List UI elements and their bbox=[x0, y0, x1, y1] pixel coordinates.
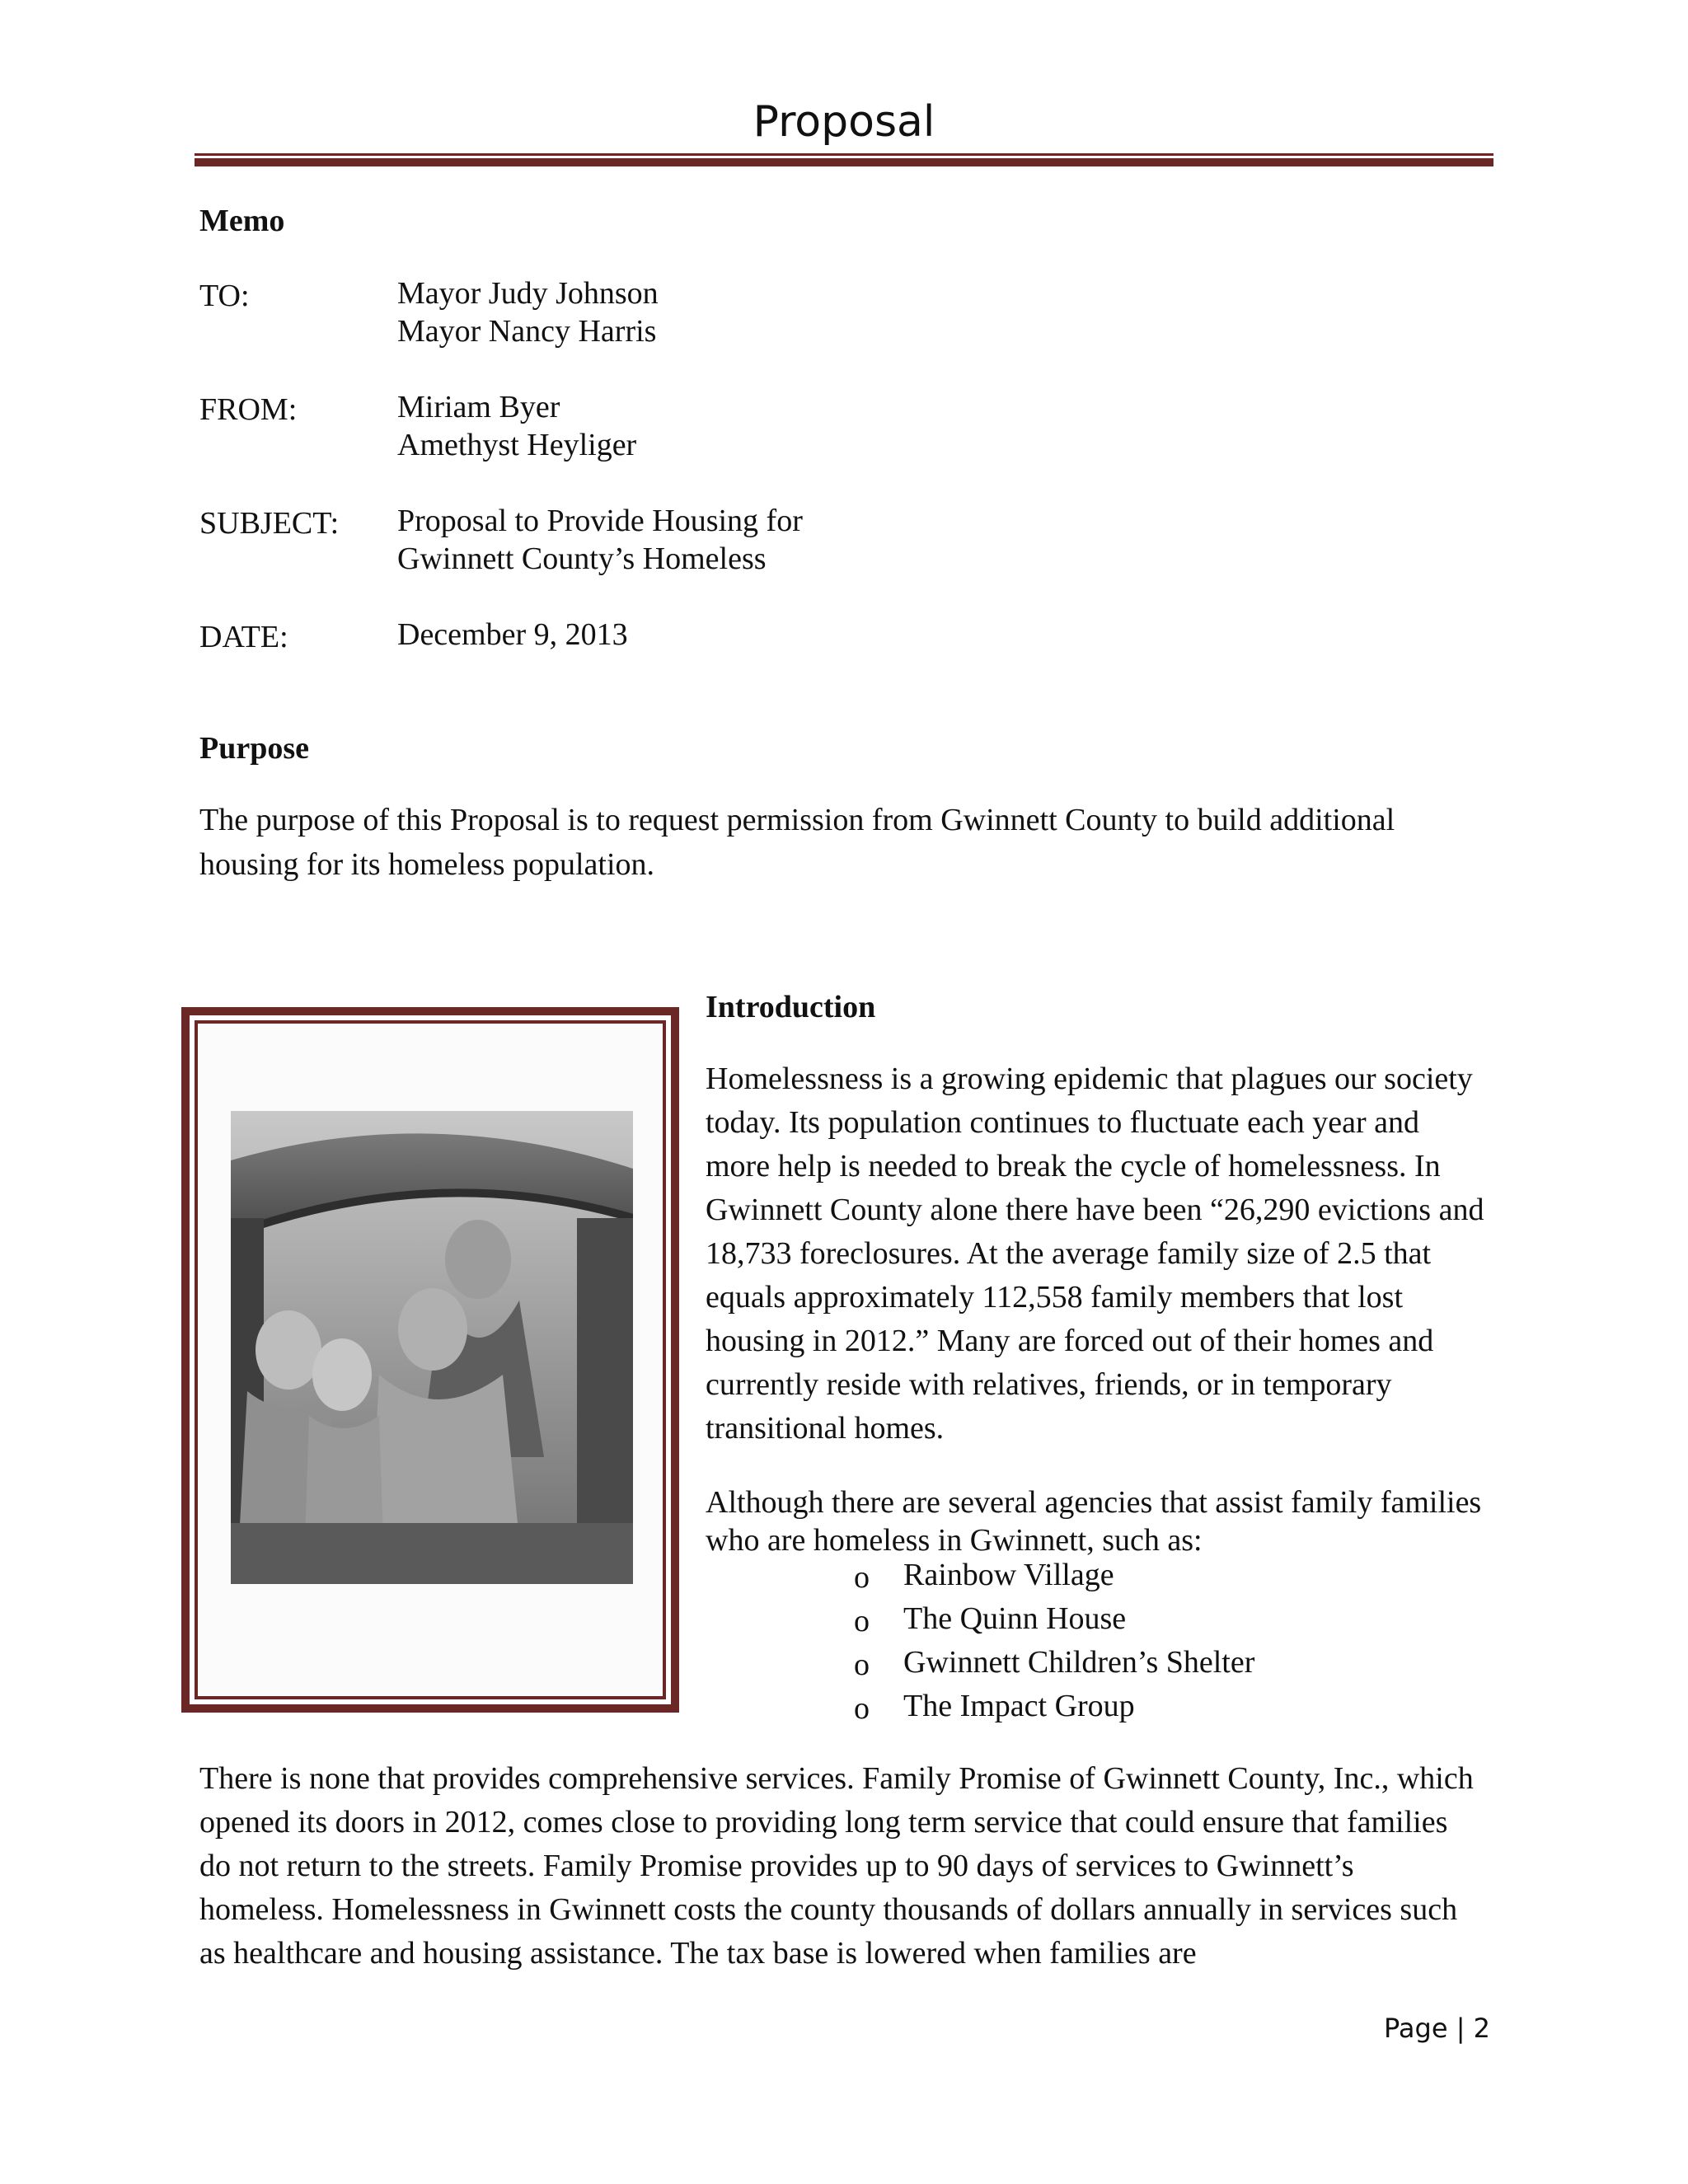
purpose-heading: Purpose bbox=[199, 731, 309, 766]
introduction-paragraph-1: Homelessness is a growing epidemic that plagues our society today. Its population continues to fluctuate each year and more help is needed to break the cycle of homelessness. In Gwinnett County alone there have been “26,290 evictions and 18,733 foreclosures. At the average family size of 2.5 that equals approximately 112,558 family members that lost housing in 2012.” Many are forced out of their homes and currently reside with relatives, friends, or in temporary transitional homes. bbox=[706, 1062, 1484, 1446]
page-number: Page | 2 bbox=[1384, 2013, 1490, 2044]
agency-list-item: The Quinn House bbox=[903, 1601, 1127, 1636]
purpose-text: The purpose of this Proposal is to request permission from Gwinnett County to build additional housing for its homeless population. bbox=[199, 803, 1395, 882]
subject-line-2: Gwinnett County’s Homeless bbox=[397, 541, 767, 576]
to-label: TO: bbox=[199, 279, 250, 313]
date-value: December 9, 2013 bbox=[397, 617, 628, 652]
introduction-heading: Introduction bbox=[706, 990, 876, 1024]
bullet-marker: o bbox=[854, 1647, 870, 1682]
family-in-car-photo bbox=[231, 1111, 633, 1584]
agency-list-item: The Impact Group bbox=[903, 1689, 1135, 1723]
from-sender-1: Miriam Byer bbox=[397, 390, 560, 424]
subject-label: SUBJECT: bbox=[199, 506, 340, 541]
page-header-title: Proposal bbox=[753, 97, 935, 147]
bullet-marker: o bbox=[854, 1691, 870, 1726]
agency-list-item: Gwinnett Children’s Shelter bbox=[903, 1645, 1255, 1680]
from-label: FROM: bbox=[199, 392, 298, 427]
header-rule-thick bbox=[195, 158, 1493, 166]
header-rule-thin bbox=[195, 153, 1493, 156]
to-recipient-2: Mayor Nancy Harris bbox=[397, 314, 657, 349]
from-sender-2: Amethyst Heyliger bbox=[397, 428, 637, 462]
memo-heading: Memo bbox=[199, 204, 285, 238]
to-recipient-1: Mayor Judy Johnson bbox=[397, 276, 659, 311]
bullet-marker: o bbox=[854, 1560, 870, 1595]
body-paragraph: There is none that provides comprehensive services. Family Promise of Gwinnett County, Inc., which opened its doors in 2012, comes close to providing long term service that could ensure that families do not return to the streets. Family Promise provides up to 90 days of services to Gwinnett’s homeless. Homelessness in Gwinnett costs the county thousands of dollars annually in services such as healthcare and housing assistance. The tax base is lowered when families are bbox=[199, 1761, 1474, 1971]
date-label: DATE: bbox=[199, 620, 288, 654]
introduction-paragraph-2: Although there are several agencies that assist family families who are homeless in Gwinnett, such as: bbox=[706, 1485, 1482, 1558]
bullet-marker: o bbox=[854, 1604, 870, 1638]
subject-line-1: Proposal to Provide Housing for bbox=[397, 504, 803, 538]
agency-list-item: Rainbow Village bbox=[903, 1558, 1114, 1592]
